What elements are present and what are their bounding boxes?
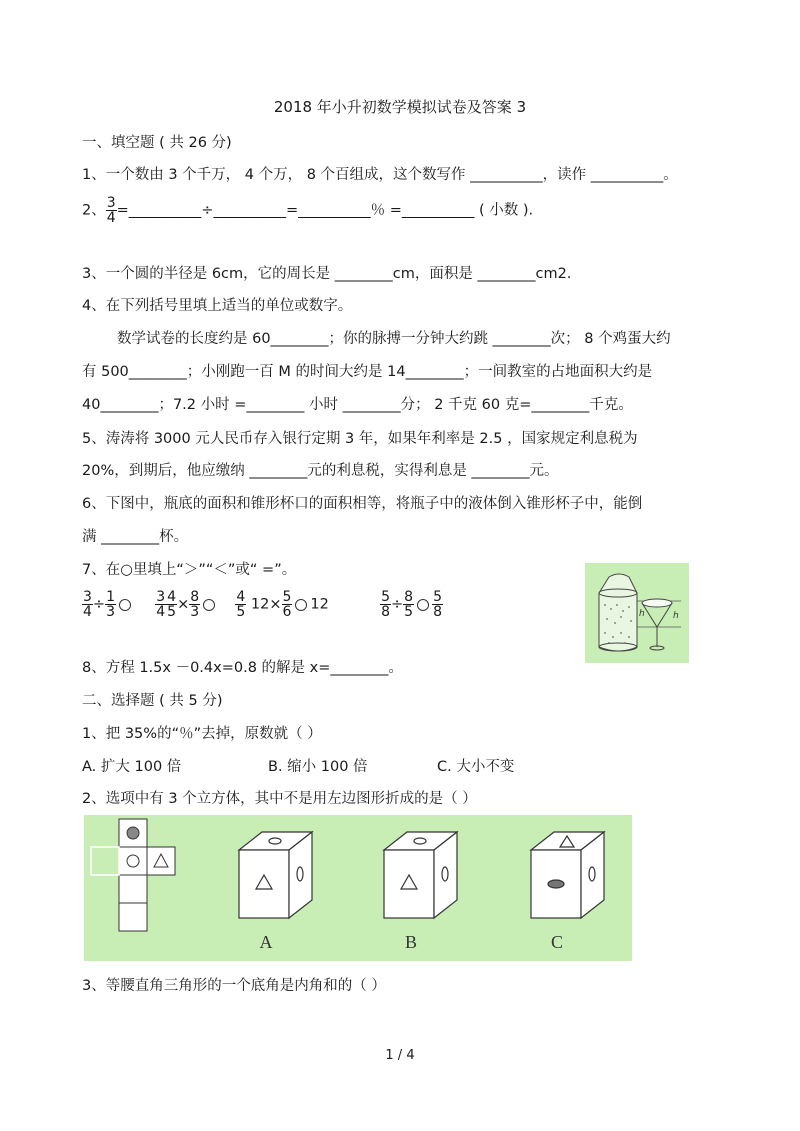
denominator: 8 — [381, 604, 391, 620]
choice-question-1: 1、把 35%的“％”去掉，原数就（ ） — [82, 726, 322, 742]
compare-circle-3[interactable] — [295, 599, 307, 611]
denominator: 4 — [106, 210, 116, 226]
cube-a — [239, 832, 312, 918]
cube-label-a[interactable]: A — [259, 932, 273, 952]
denominator: 8 — [433, 604, 443, 620]
compare-circle-4[interactable] — [417, 599, 429, 611]
question-8: 8、方程 1.5x －0.4x=0.8 的解是 x=________。 — [82, 660, 403, 676]
choice-1-option-c[interactable]: C. 大小不变 — [437, 759, 515, 775]
page-title: 2018 年小升初数学模拟试卷及答案 3 — [273, 98, 527, 116]
twelve: 12 — [310, 596, 329, 613]
choice-question-2: 2、选项中有 3 个立方体，其中不是用左边图形折成的是（ ） — [82, 791, 477, 807]
divide-sign: ÷ — [92, 596, 106, 613]
cube-b — [384, 832, 457, 918]
fraction-three-quarters — [106, 196, 117, 225]
frac-4-5-c — [235, 590, 246, 619]
question-4-line-1: 数学试卷的长度约是 60________；你的脉搏一分钟大约跳 ________次； 8 个鸡蛋大约 — [117, 331, 671, 347]
question-7-expressions — [82, 590, 443, 619]
frac-5-6 — [282, 590, 293, 619]
question-6-line-1: 6、下图中，瓶底的面积和锥形杯口的面积相等，将瓶子中的液体倒入锥形杯子中，能倒 — [82, 496, 643, 512]
bottle-cone-illustration — [585, 563, 689, 663]
frac-5-8-b — [432, 590, 443, 619]
denominator: 5 — [236, 604, 246, 620]
denominator: 6 — [282, 604, 292, 620]
compare-circle-2[interactable] — [203, 599, 215, 611]
bottle-height-label: h — [639, 609, 645, 619]
numerator: 3 — [83, 589, 92, 605]
frac-3-4 — [82, 590, 93, 619]
question-4-line-2: 有 500________；小刚跑一百 M 的时间大约是 14________；一间教室的占地面积大约是 — [82, 364, 653, 380]
denominator: 5 — [167, 604, 177, 620]
question-6-line-2: 满 ________杯。 — [82, 529, 189, 545]
question-4-line-3: 40________；7.2 小时 =________ 小时 ________分； 2 千克 60 克=________千克。 — [82, 397, 633, 413]
cone-height-label: h — [673, 611, 679, 621]
question-7: 7、在○里填上“＞”“＜”或“ =”。 — [82, 562, 297, 578]
numerator: 8 — [190, 589, 200, 605]
choice-1-option-b[interactable]: B. 缩小 100 倍 — [268, 759, 368, 775]
section2-heading: 二、选择题 ( 共 5 分) — [82, 693, 223, 709]
question-2-text: =__________÷__________=__________％ =__________ ( 小数 ). — [116, 202, 534, 219]
compare-circle-1[interactable] — [119, 599, 131, 611]
bottle-cone-figure — [585, 563, 689, 663]
times-sign: × — [177, 596, 190, 613]
numerator: 1 — [106, 589, 115, 605]
cube-label-c[interactable]: C — [550, 932, 564, 952]
numerator: 8 — [404, 589, 414, 605]
frac-8-5 — [403, 590, 414, 619]
divide-sign-2: ÷ — [391, 596, 404, 613]
denominator: 5 — [404, 604, 414, 620]
numerator: 5 — [282, 589, 292, 605]
question-4: 4、在下列括号里填上适当的单位或数字。 — [82, 298, 353, 314]
denominator: 3 — [190, 604, 200, 620]
page-number: 1 / 4 — [385, 1048, 415, 1063]
section1-heading: 一、填空题 ( 共 26 分) — [82, 135, 232, 151]
denominator: 4 — [83, 604, 92, 620]
question-2-number: 2、 — [82, 202, 106, 219]
numerator: 3 — [106, 195, 116, 211]
numerator: 5 — [381, 589, 391, 605]
question-3: 3、一个圆的半径是 6cm，它的周长是 ________cm，面积是 ________cm2. — [82, 266, 572, 282]
numerator: 4 — [167, 589, 177, 605]
cube-figure — [84, 815, 632, 961]
numerator: 4 — [236, 589, 246, 605]
frac-4-5 — [166, 590, 177, 619]
question-5-line-2: 20%，到期后，他应缴纳 ________元的利息税，实得利息是 ________元。 — [82, 463, 559, 479]
twelve-times: 12× — [250, 596, 282, 613]
cube-c — [531, 832, 604, 918]
denominator: 3 — [106, 604, 115, 620]
cube-net-and-options — [84, 815, 632, 961]
frac-3-4-b — [155, 590, 166, 619]
choice-question-3: 3、等腰直角三角形的一个底角是内角和的（ ） — [82, 978, 386, 994]
question-1: 1、一个数由 3 个千万， 4 个万， 8 个百组成，这个数写作 __________，读作 __________。 — [82, 167, 678, 183]
numerator: 5 — [433, 589, 443, 605]
question-2 — [82, 196, 533, 225]
frac-1-3 — [105, 590, 116, 619]
denominator: 4 — [156, 604, 166, 620]
choice-1-option-a[interactable]: A. 扩大 100 倍 — [82, 759, 182, 775]
cube-label-b[interactable]: B — [404, 932, 418, 952]
frac-5-8 — [380, 590, 391, 619]
question-5-line-1: 5、涛涛将 3000 元人民币存入银行定期 3 年，如果年利率是 2.5 ，国家规定利息税为 — [82, 431, 638, 447]
numerator: 3 — [156, 589, 166, 605]
frac-8-3 — [189, 590, 200, 619]
